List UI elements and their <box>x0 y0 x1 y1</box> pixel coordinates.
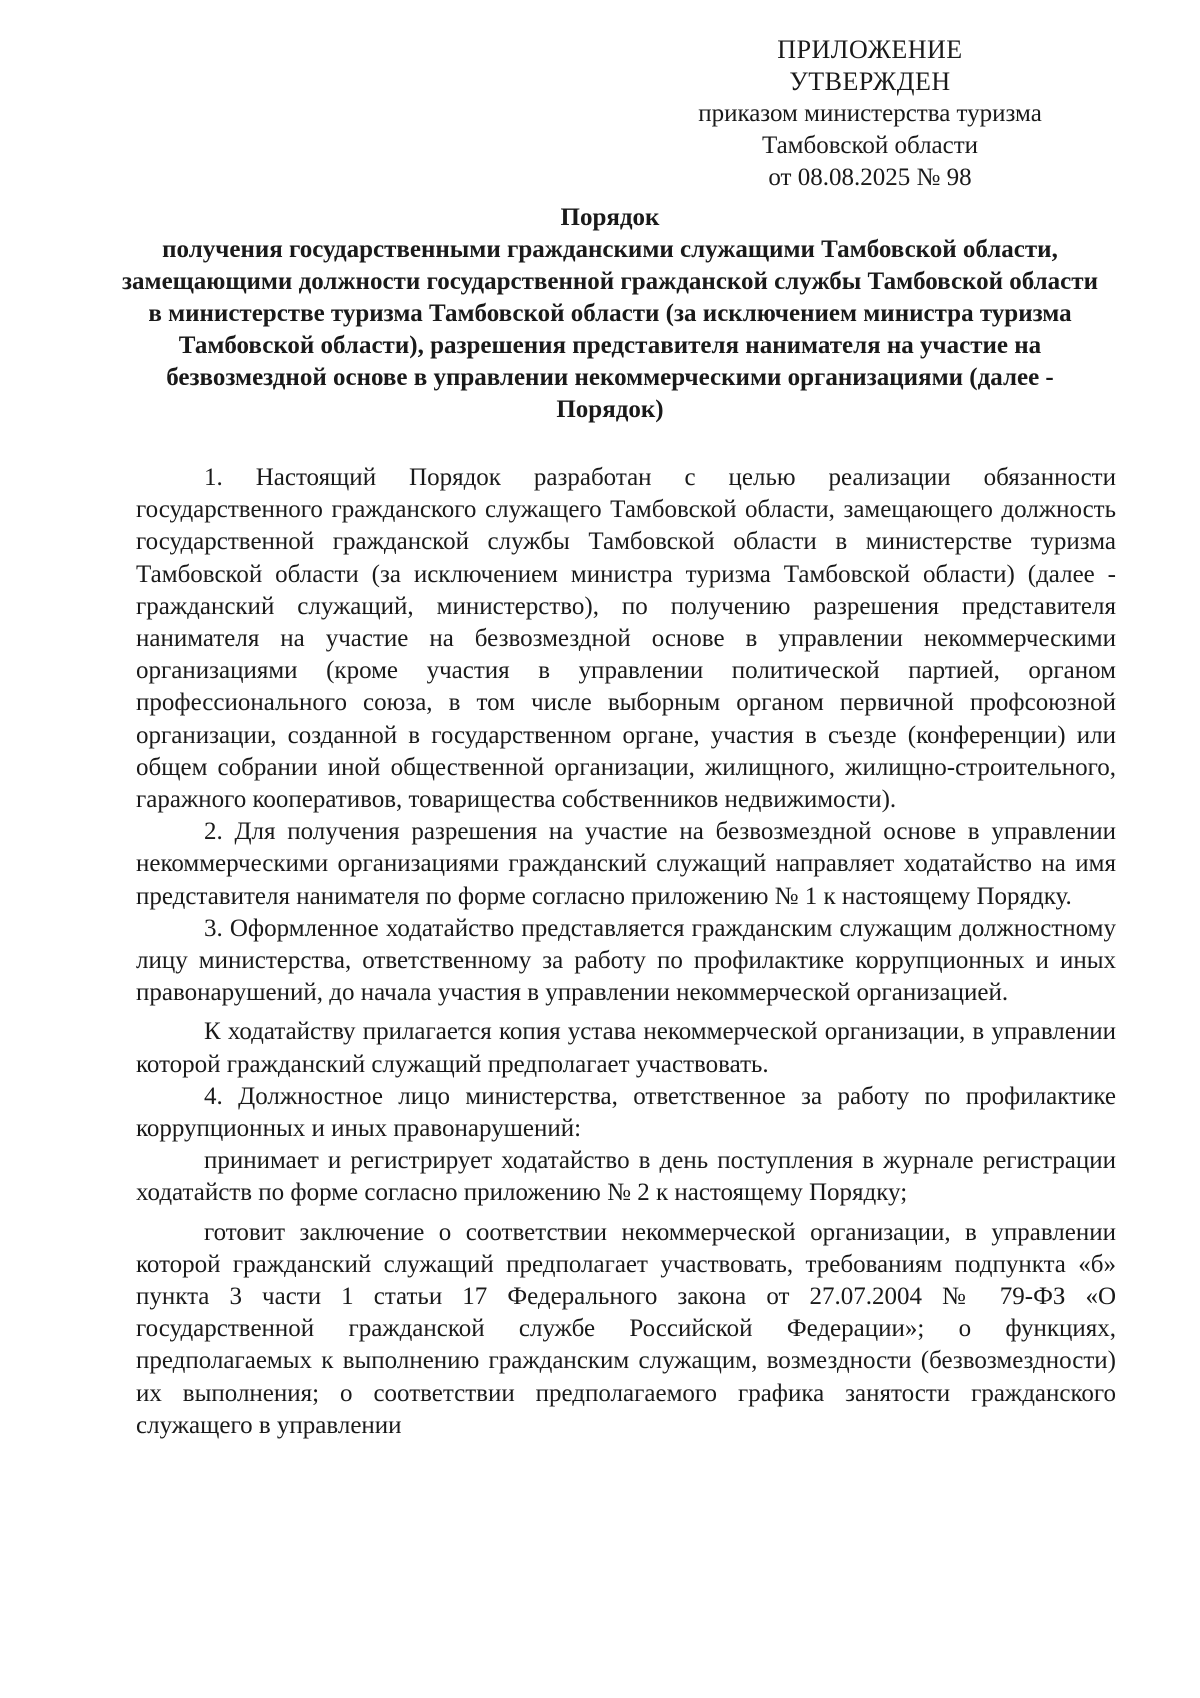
paragraph-4: 4. Должностное лицо министерства, ответственное за работу по профилактике коррупционных и иных правонарушений: <box>136 1082 1116 1143</box>
appendix-label: ПРИЛОЖЕНИЕ <box>777 35 963 64</box>
document-title <box>120 202 1100 426</box>
title-heading: Порядок <box>560 204 660 231</box>
approved-by-order: приказом министерства туризма <box>698 100 1042 127</box>
paragraph-3: 3. Оформленное ходатайство представляется гражданским служащим должностному лицу министерства, ответственному за работу по профилактике коррупционных и иных правонарушений, до начала участия в управлении некоммерческой организацией. <box>136 914 1116 1007</box>
order-date-number: от 08.08.2025 № 98 <box>768 164 972 191</box>
title-subtitle: получения государственными гражданскими служащими Тамбовской области, замещающими должности государственной гражданской службы Тамбовской области в министерстве туризма Тамбовской области (за исключением министра туризма Тамбовской области), разрешения представителя нанимателя на участие на безвозмездной основе в управлении некоммерческими организациями (далее - Порядок) <box>122 236 1098 423</box>
paragraph-4-registration: принимает и регистрирует ходатайство в день поступления в журнале регистрации ходатайств по форме согласно приложению № 2 к настоящему Порядку; <box>136 1147 1116 1207</box>
paragraph-3-attachment: К ходатайству прилагается копия устава некоммерческой организации, в управлении которой гражданский служащий предполагает участвовать. <box>136 1018 1116 1078</box>
paragraph-1: 1. Настоящий Порядок разработан с целью реализации обязанности государственного гражданского служащего Тамбовской области, замещающего должность государственной гражданской службы Тамбовской области в министерстве туризма Тамбовской области (за исключением министра туризма Тамбовской области) (далее - гражданский служащий, министерство), по получению разрешения представителя нанимателя на участие на безвозмездной основе в управлении некоммерческими организациями (кроме участия в управлении политической партией, органом профессионального союза, в том числе выборным органом первичной профсоюзной организации, созданной в государственном органе, участия в съезде (конференции) или общем собрании иной общественной организации, жилищного, жилищно-строительного, гаражного кооперативов, товарищества собственников недвижимости). <box>136 464 1116 814</box>
approval-stamp-block <box>660 34 1080 194</box>
document-body <box>136 462 1116 1442</box>
paragraph-4-conclusion: готовит заключение о соответствии некоммерческой организации, в управлении которой гражданский служащий предполагает участвовать, требованиям подпункта «б» пункта 3 части 1 статьи 17 Федерального закона от 27.07.2004 № 79-ФЗ «О государственной гражданской службе Российской Федерации»; о функциях, предполагаемых к выполнению гражданским служащим, возмездности (безвозмездности) их выполнения; о соответствии предполагаемого графика занятости гражданского служащего в управлении <box>136 1218 1116 1439</box>
approved-region: Тамбовской области <box>761 132 979 159</box>
paragraph-2: 2. Для получения разрешения на участие на безвозмездной основе в управлении некоммерческими организациями гражданский служащий направляет ходатайство на имя представителя нанимателя по форме согласно приложению № 1 к настоящему Порядку. <box>136 818 1116 910</box>
approved-label: УТВЕРЖДЕН <box>789 67 951 96</box>
